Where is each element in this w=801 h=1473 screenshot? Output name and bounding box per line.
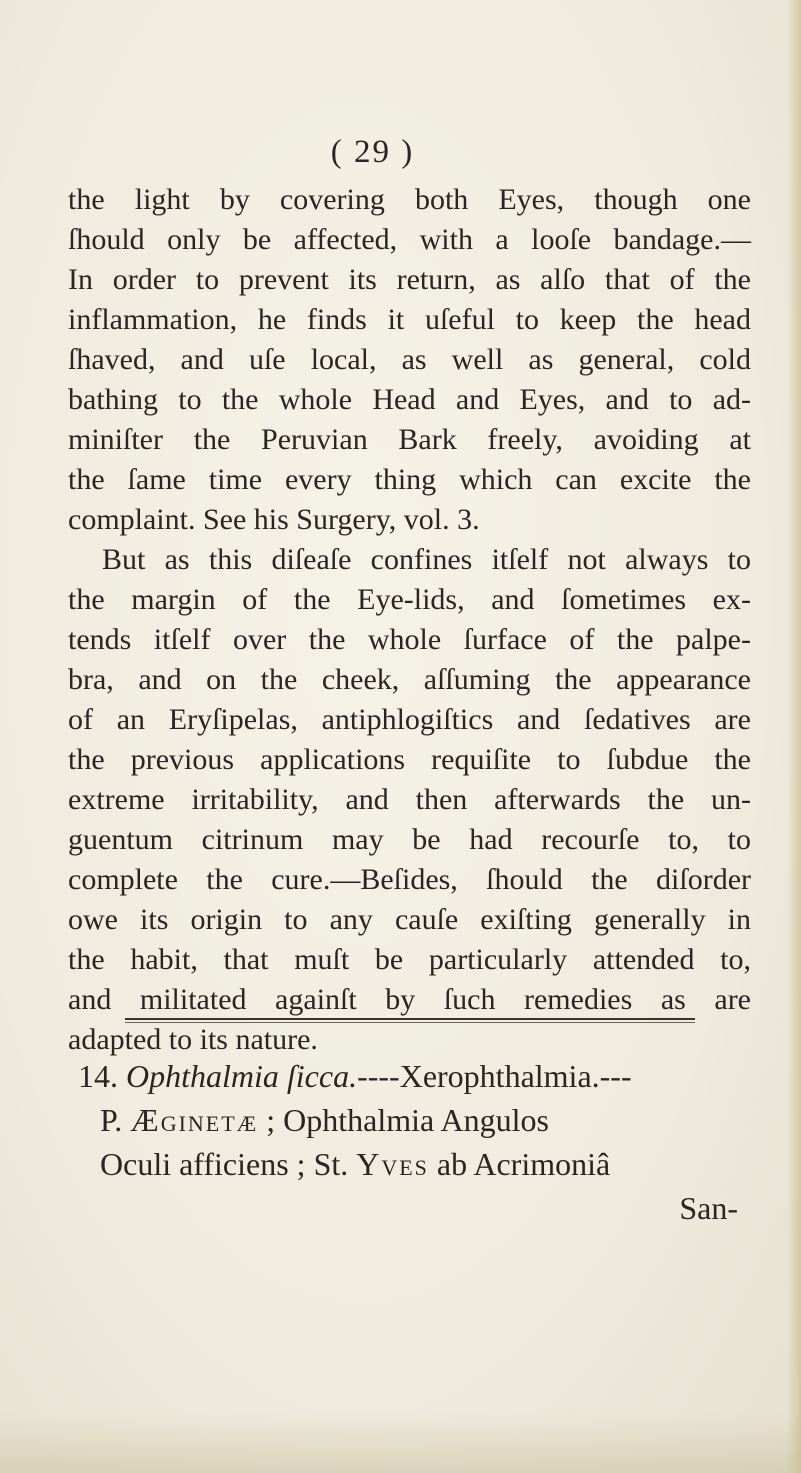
page-edge-shadow <box>787 0 801 1473</box>
section-divider-thin <box>125 1022 695 1023</box>
entry-synonym-text: ; Ophthalmia Angulos <box>266 1102 549 1138</box>
entry-synonym-line <box>78 1142 738 1186</box>
text-line: tends itſelf over the whole ſurface of the palpe- <box>68 623 751 656</box>
text-line: miniſter the Peruvian Bark freely, avoiding at <box>68 423 751 456</box>
text-line: and militated againſt by ſuch remedies as are <box>68 983 751 1016</box>
entry-heading-line <box>78 1058 632 1094</box>
text-line: owe its origin to any cauſe exiſting generally in <box>68 903 751 936</box>
section-divider <box>125 1018 695 1020</box>
entry-title: Ophthalmia ſicca. <box>126 1058 358 1094</box>
text-line: complaint. See his Surgery, vol. 3. <box>68 503 480 536</box>
text-line: the ſame time every thing which can excite the <box>68 463 751 496</box>
text-line: of an Eryſipelas, antiphlogiſtics and ſedatives are <box>68 703 751 736</box>
text-line: bathing to the whole Head and Eyes, and to ad- <box>68 383 751 416</box>
text-line: the margin of the Eye-lids, and ſometimes ex- <box>68 583 751 616</box>
text-line: extreme irritability, and then afterwards the un- <box>68 783 751 816</box>
entry-synonym-text: Oculi afficiens ; St. <box>100 1146 349 1182</box>
page-bottom-shadow <box>0 1413 801 1473</box>
entry-author-name: Æginetæ <box>130 1102 259 1138</box>
entry-synonym: ----Xerophthalmia.--- <box>357 1058 632 1094</box>
text-line: ſhaved, and uſe local, as well as general, cold <box>68 343 751 376</box>
text-line: guentum citrinum may be had recourſe to, to <box>68 823 751 856</box>
text-line: bra, and on the cheek, aſſuming the appearance <box>68 663 751 696</box>
entry-synonym-text: ab Acrimoniâ <box>436 1146 611 1182</box>
entry-14 <box>78 1054 738 1230</box>
entry-author-prefix: P. <box>100 1102 123 1138</box>
main-paragraph <box>68 180 751 1060</box>
entry-synonym-line <box>78 1098 738 1142</box>
text-line: adapted to its nature. <box>68 1023 318 1056</box>
text-line: the habit, that muſt be particularly attended to, <box>68 943 751 976</box>
entry-author-name: Yves <box>356 1146 429 1182</box>
text-line: the previous applications requiſite to ſubdue the <box>68 743 751 776</box>
text-line: the light by covering both Eyes, though one <box>68 183 751 216</box>
page-number: ( 29 ) <box>330 134 415 170</box>
text-line: complete the cure.—Beſides, ſhould the diſorder <box>68 863 751 896</box>
text-line: inflammation, he finds it uſeful to keep the head <box>68 303 751 336</box>
text-line: ſhould only be affected, with a looſe bandage.— <box>68 223 751 256</box>
text-line: In order to prevent its return, as alſo that of the <box>68 263 751 296</box>
text-line: But as this diſeaſe confines itſelf not always to <box>102 543 751 576</box>
entry-number: 14. <box>78 1058 118 1094</box>
catchword: San- <box>679 1190 738 1226</box>
